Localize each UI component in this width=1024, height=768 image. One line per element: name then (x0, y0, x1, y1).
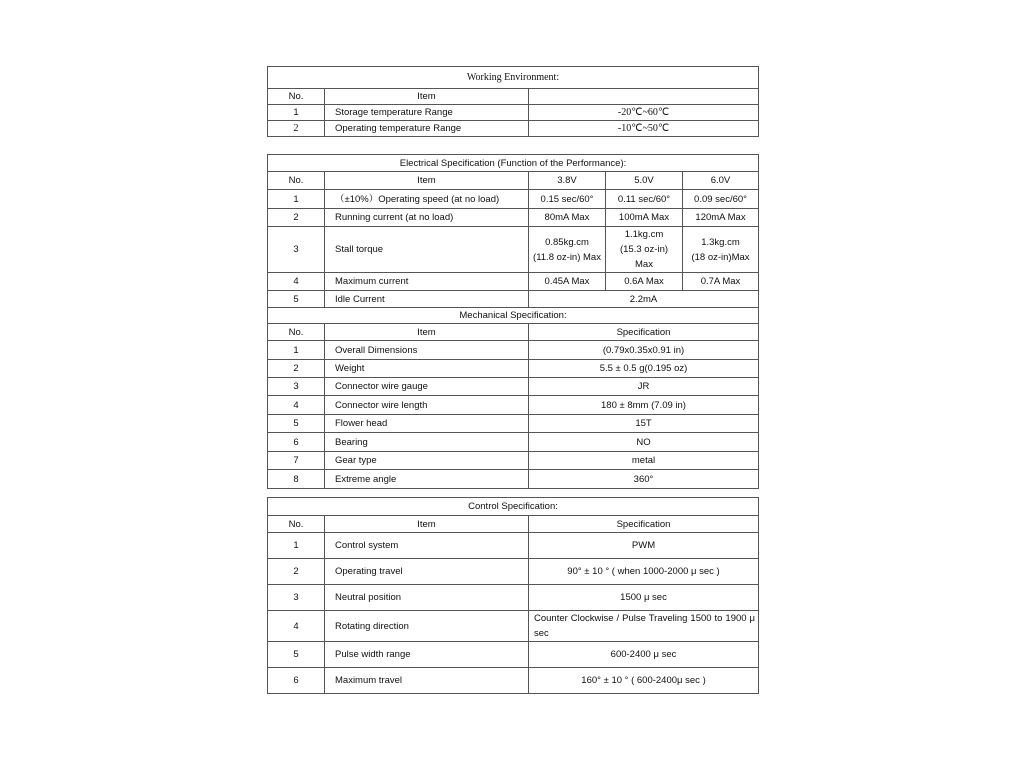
table-row (268, 533, 759, 559)
row-item: Connector wire length (325, 396, 529, 415)
table-row (268, 121, 759, 137)
control-title: Control Specification: (268, 498, 759, 516)
header-6-0v: 6.0V (683, 172, 759, 190)
row-item: Idle Current (325, 291, 529, 308)
row-no: 1 (268, 105, 325, 121)
table-row (268, 668, 759, 694)
row-item: Maximum current (325, 273, 529, 291)
table-row (268, 452, 759, 470)
row-value-6-0v: 0.09 sec/60° (683, 190, 759, 209)
row-value-3-8v: 0.45A Max (529, 273, 606, 291)
row-no: 6 (268, 433, 325, 452)
row-value-6-0v: 120mA Max (683, 209, 759, 227)
header-3-8v: 3.8V (529, 172, 606, 190)
row-no: 4 (268, 273, 325, 291)
table-row (268, 396, 759, 415)
table-row (268, 360, 759, 378)
row-value-5-0v: 100mA Max (606, 209, 683, 227)
row-value-3-8v: 0.15 sec/60° (529, 190, 606, 209)
row-no: 4 (268, 611, 325, 642)
row-item: Pulse width range (325, 642, 529, 668)
row-value-5-0v: 0.11 sec/60° (606, 190, 683, 209)
row-item: Overall Dimensions (325, 341, 529, 360)
table-row (268, 273, 759, 291)
row-value: 600-2400 μ sec (529, 642, 759, 668)
row-value: 5.5 ± 0.5 g(0.195 oz) (529, 360, 759, 378)
table-row (268, 611, 759, 642)
row-item: Gear type (325, 452, 529, 470)
row-item: Extreme angle (325, 470, 529, 489)
header-item: Item (325, 324, 529, 341)
row-no: 8 (268, 470, 325, 489)
row-value: 180 ± 8mm (7.09 in) (529, 396, 759, 415)
table-row (268, 105, 759, 121)
row-no: 3 (268, 585, 325, 611)
row-item: Weight (325, 360, 529, 378)
table-row (268, 227, 759, 273)
row-value-6-0v: 1.3kg.cm (18 oz-in)Max (683, 227, 759, 273)
row-item: Storage temperature Range (325, 105, 529, 121)
header-item: Item (325, 516, 529, 533)
row-no: 2 (268, 360, 325, 378)
working-environment-table (267, 66, 759, 137)
row-value-3-8v: 80mA Max (529, 209, 606, 227)
row-value-6-0v: 0.7A Max (683, 273, 759, 291)
table-row (268, 642, 759, 668)
row-item: Operating travel (325, 559, 529, 585)
row-value: 90° ± 10 ° ( when 1000-2000 μ sec ) (529, 559, 759, 585)
row-value: NO (529, 433, 759, 452)
row-no: 4 (268, 396, 325, 415)
header-no: No. (268, 89, 325, 105)
row-no: 7 (268, 452, 325, 470)
row-item: Operating temperature Range (325, 121, 529, 137)
electrical-mechanical-table (267, 154, 759, 489)
row-item: Neutral position (325, 585, 529, 611)
row-value-3-8v: 0.85kg.cm (11.8 oz-in) Max (529, 227, 606, 273)
header-specification: Specification (529, 324, 759, 341)
working-environment-title: Working Environment: (268, 67, 759, 89)
header-specification: Specification (529, 516, 759, 533)
row-item: Flower head (325, 415, 529, 433)
row-value: 15T (529, 415, 759, 433)
header-no: No. (268, 324, 325, 341)
row-item: Rotating direction (325, 611, 529, 642)
row-value: 1500 μ sec (529, 585, 759, 611)
table-row (268, 341, 759, 360)
table-row (268, 291, 759, 308)
electrical-title: Electrical Specification (Function of the Performance): (268, 155, 759, 172)
row-no: 2 (268, 121, 325, 137)
table-row (268, 209, 759, 227)
table-row (268, 378, 759, 396)
row-no: 5 (268, 291, 325, 308)
row-item: （±10%）Operating speed (at no load) (325, 190, 529, 209)
row-value: JR (529, 378, 759, 396)
row-value-5-0v: 1.1kg.cm (15.3 oz-in) Max (606, 227, 683, 273)
table-row (268, 559, 759, 585)
row-item: Maximum travel (325, 668, 529, 694)
row-item: Connector wire gauge (325, 378, 529, 396)
row-item: Running current (at no load) (325, 209, 529, 227)
row-value: 360° (529, 470, 759, 489)
row-value: metal (529, 452, 759, 470)
row-item: Bearing (325, 433, 529, 452)
row-no: 5 (268, 415, 325, 433)
control-specification-table (267, 497, 759, 694)
row-value-5-0v: 0.6A Max (606, 273, 683, 291)
row-no: 5 (268, 642, 325, 668)
row-value: PWM (529, 533, 759, 559)
mechanical-title: Mechanical Specification: (268, 308, 759, 324)
table-row (268, 415, 759, 433)
header-item: Item (325, 89, 529, 105)
table-row (268, 433, 759, 452)
row-no: 1 (268, 533, 325, 559)
row-no: 1 (268, 190, 325, 209)
row-value: -20℃~60℃ (529, 105, 759, 121)
row-no: 3 (268, 378, 325, 396)
header-no: No. (268, 172, 325, 190)
table-row (268, 190, 759, 209)
row-value: Counter Clockwise / Pulse Traveling 1500 to 1900 μ sec (529, 611, 759, 642)
row-no: 3 (268, 227, 325, 273)
row-no: 1 (268, 341, 325, 360)
table-row (268, 585, 759, 611)
table-row (268, 470, 759, 489)
header-value (529, 89, 759, 105)
header-5-0v: 5.0V (606, 172, 683, 190)
row-value: 2.2mA (529, 291, 759, 308)
header-item: Item (325, 172, 529, 190)
row-no: 2 (268, 209, 325, 227)
row-no: 2 (268, 559, 325, 585)
row-value: -10℃~50℃ (529, 121, 759, 137)
row-item: Control system (325, 533, 529, 559)
row-no: 6 (268, 668, 325, 694)
row-item: Stall torque (325, 227, 529, 273)
row-value: (0.79x0.35x0.91 in) (529, 341, 759, 360)
header-no: No. (268, 516, 325, 533)
row-value: 160° ± 10 ° ( 600-2400μ sec ) (529, 668, 759, 694)
